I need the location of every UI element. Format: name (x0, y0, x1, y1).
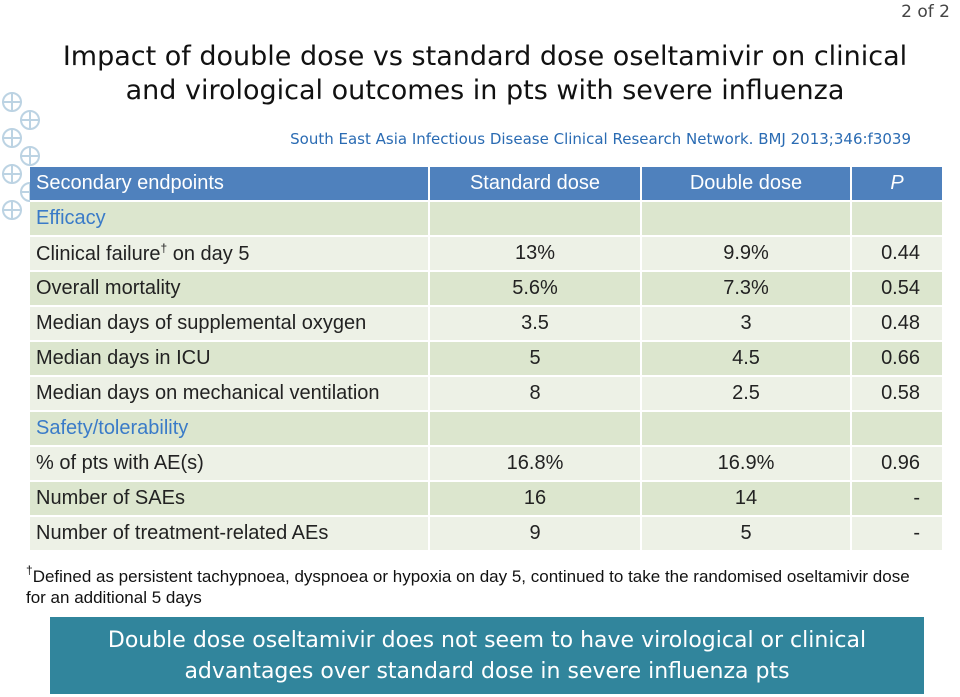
endpoint-label: Median days of supplemental oxygen (30, 307, 430, 342)
table-row (30, 447, 942, 482)
standard-dose-value: 13% (430, 237, 642, 272)
header-standard-dose: Standard dose (430, 167, 642, 202)
table-row (30, 307, 942, 342)
table-row (30, 237, 942, 272)
p-value: - (852, 482, 942, 517)
page-number: 2 of 2 (901, 2, 950, 22)
conclusion-line-2: advantages over standard dose in severe influenza pts (184, 658, 790, 684)
table-row (30, 412, 942, 447)
title-line-2: and virological outcomes in pts with severe influenza (125, 75, 845, 106)
standard-dose-value: 8 (430, 377, 642, 412)
endpoint-label: Median days in ICU (30, 342, 430, 377)
header-p-value: P (852, 167, 942, 202)
citation: South East Asia Infectious Disease Clinical Research Network. BMJ 2013;346:f3039 (290, 130, 911, 148)
table-row (30, 377, 942, 412)
double-dose-value: 2.5 (642, 377, 852, 412)
double-dose-value: 5 (642, 517, 852, 552)
table-row (30, 517, 942, 552)
endpoint-label: Median days on mechanical ventilation (30, 377, 430, 412)
endpoint-label-suffix: on day 5 (167, 243, 250, 265)
endpoint-label: Number of SAEs (30, 482, 430, 517)
endpoint-label (30, 237, 430, 272)
double-dose-value: 14 (642, 482, 852, 517)
conclusion-box (50, 617, 924, 694)
double-dose-value: 16.9% (642, 447, 852, 482)
footnote (26, 560, 926, 608)
p-value (852, 412, 942, 447)
standard-dose-value: 5 (430, 342, 642, 377)
dagger-marker: † (26, 563, 33, 577)
section-label-efficacy: Efficacy (30, 202, 430, 237)
endpoint-label-text: Clinical failure (36, 243, 161, 265)
header-double-dose: Double dose (642, 167, 852, 202)
double-dose-value: 3 (642, 307, 852, 342)
table-row (30, 202, 942, 237)
p-value: 0.66 (852, 342, 942, 377)
p-value: 0.96 (852, 447, 942, 482)
table-row (30, 482, 942, 517)
title-line-1: Impact of double dose vs standard dose oseltamivir on clinical (62, 41, 908, 72)
header-secondary-endpoints: Secondary endpoints (30, 167, 430, 202)
standard-dose-value (430, 412, 642, 447)
double-dose-value: 7.3% (642, 272, 852, 307)
double-dose-value (642, 202, 852, 237)
p-value: 0.54 (852, 272, 942, 307)
table-header-row (30, 167, 942, 202)
standard-dose-value (430, 202, 642, 237)
standard-dose-value: 9 (430, 517, 642, 552)
p-value: 0.48 (852, 307, 942, 342)
endpoint-label: Overall mortality (30, 272, 430, 307)
slide-title (20, 40, 950, 108)
p-value: 0.58 (852, 377, 942, 412)
standard-dose-value: 5.6% (430, 272, 642, 307)
p-value: 0.44 (852, 237, 942, 272)
standard-dose-value: 16.8% (430, 447, 642, 482)
section-label-safety: Safety/tolerability (30, 412, 430, 447)
dagger-marker: † (160, 241, 168, 255)
footnote-text: Defined as persistent tachypnoea, dyspnoea or hypoxia on day 5, continued to take the randomised oseltamivir dose for an additional 5 days (26, 567, 910, 607)
results-table (30, 167, 942, 552)
conclusion-line-1: Double dose oseltamivir does not seem to have virological or clinical (107, 627, 867, 653)
p-value: - (852, 517, 942, 552)
double-dose-value: 9.9% (642, 237, 852, 272)
table-row (30, 342, 942, 377)
double-dose-value: 4.5 (642, 342, 852, 377)
standard-dose-value: 3.5 (430, 307, 642, 342)
standard-dose-value: 16 (430, 482, 642, 517)
double-dose-value (642, 412, 852, 447)
table-row (30, 272, 942, 307)
p-value (852, 202, 942, 237)
endpoint-label: Number of treatment-related AEs (30, 517, 430, 552)
endpoint-label: % of pts with AE(s) (30, 447, 430, 482)
